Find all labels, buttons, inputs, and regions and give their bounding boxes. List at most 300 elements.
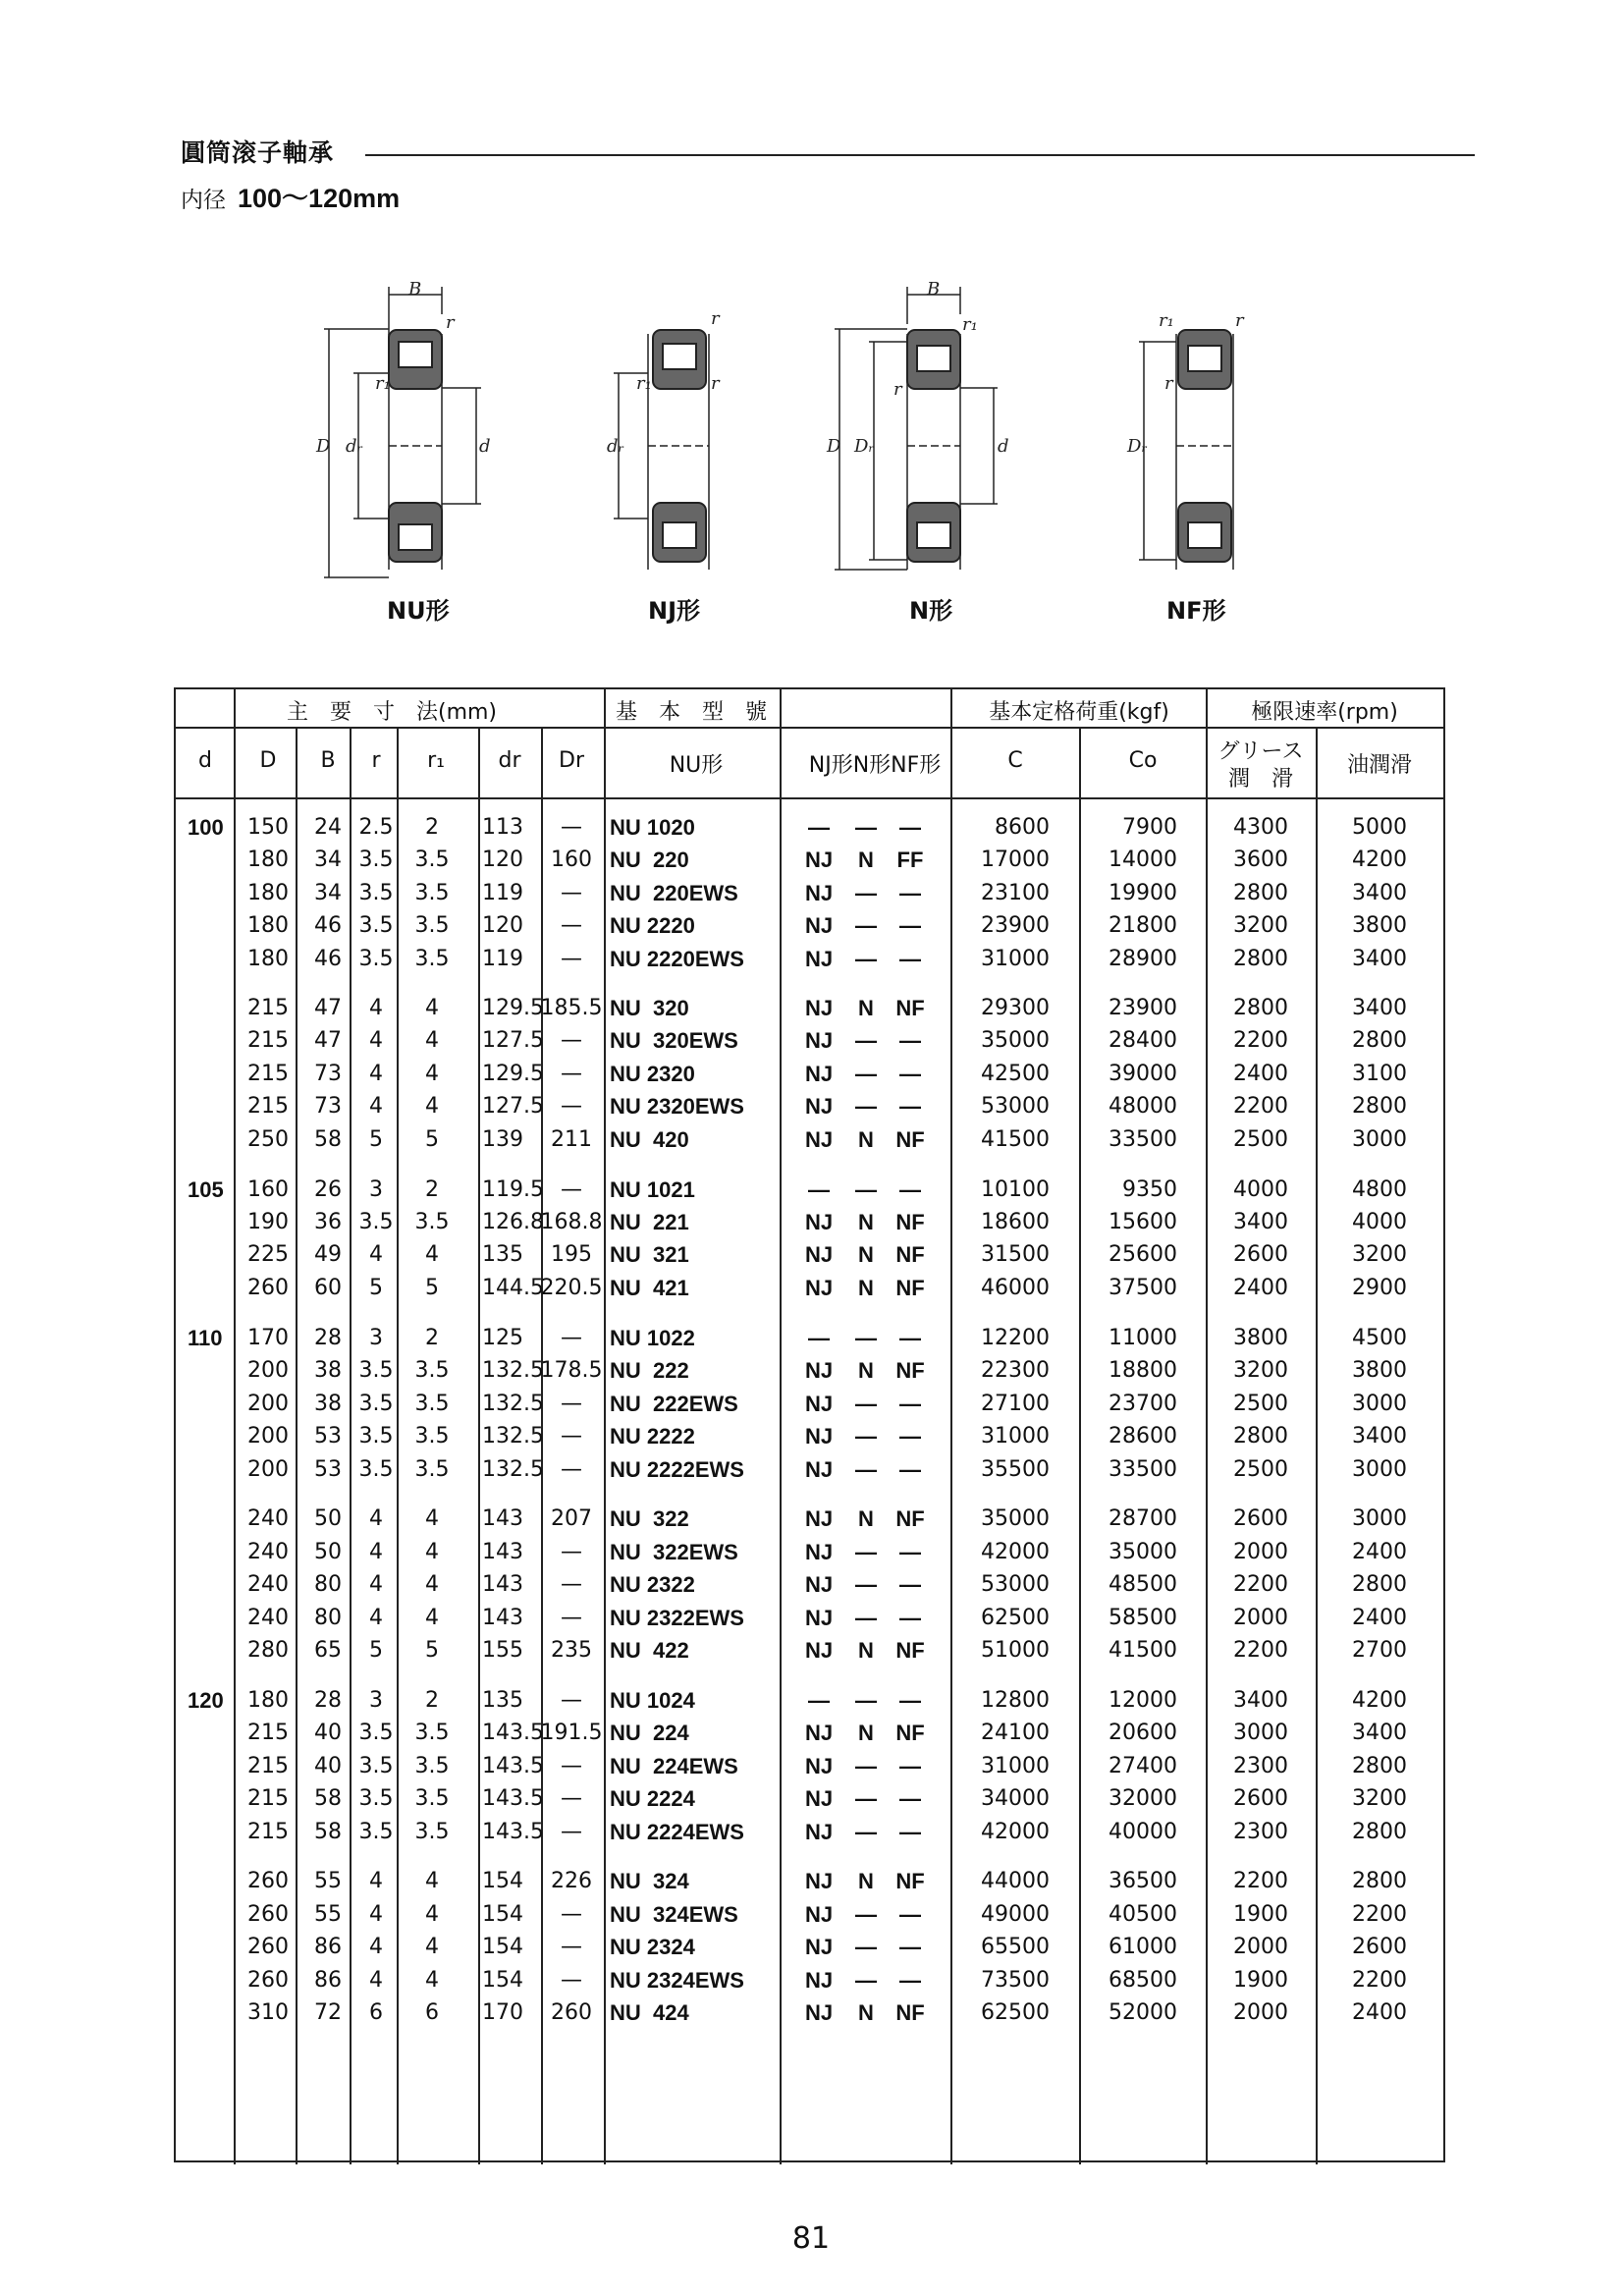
cell-c: 23900 <box>981 913 1050 938</box>
cell-nf: — <box>899 1754 921 1778</box>
cell-oil: 3000 <box>1352 1392 1407 1416</box>
cell-Dr: — <box>561 1457 582 1482</box>
cell-c: 8600 <box>995 815 1050 840</box>
header-main-dimensions: 主 要 寸 法(mm) <box>286 700 498 725</box>
cell-nf: NF <box>895 1721 925 1745</box>
cell-nf: NF <box>895 1506 925 1531</box>
cell-r: 3.5 <box>358 1786 394 1811</box>
cell-B: 55 <box>314 1902 342 1927</box>
svg-text:r₁: r₁ <box>962 314 978 335</box>
cell-grease: 2200 <box>1233 1869 1288 1893</box>
cell-co: 48500 <box>1109 1572 1177 1597</box>
cell-n: — <box>855 1094 877 1119</box>
header-rule <box>176 727 1443 729</box>
cell-r1: 4 <box>425 996 439 1020</box>
cell-dr: 119.5 <box>482 1177 544 1202</box>
cell-dr: 135 <box>482 1688 523 1713</box>
n-bearing-drawing <box>825 265 1021 589</box>
cell-D: 215 <box>247 1028 289 1053</box>
cell-grease: 3600 <box>1233 847 1288 872</box>
cell-oil: 3800 <box>1352 1358 1407 1383</box>
cell-c: 31000 <box>981 947 1050 971</box>
cell-grease: 2600 <box>1233 1786 1288 1811</box>
cell-oil: 3400 <box>1352 881 1407 905</box>
cell-Dr: 226 <box>551 1869 592 1893</box>
cell-nf: FF <box>896 847 924 872</box>
cell-nf: — <box>899 815 921 840</box>
cell-B: 28 <box>314 1688 342 1713</box>
cell-B: 40 <box>314 1754 342 1778</box>
cell-D: 240 <box>247 1506 289 1531</box>
subtitle-range: 100～120mm <box>238 184 401 213</box>
cell-r: 3.5 <box>358 881 394 905</box>
cell-r: 4 <box>369 1028 383 1053</box>
cell-nj: NJ <box>804 881 834 905</box>
cell-grease: 2600 <box>1233 1242 1288 1267</box>
cell-D: 190 <box>247 1210 289 1234</box>
cell-D: 310 <box>247 2000 289 2025</box>
cell-r1: 2 <box>425 1326 439 1350</box>
cell-Dr: — <box>561 1572 582 1597</box>
cell-r1: 4 <box>425 1968 439 1993</box>
cell-B: 80 <box>314 1606 342 1630</box>
svg-text:D: D <box>316 436 331 457</box>
cell-grease: 2300 <box>1233 1820 1288 1844</box>
column-divider <box>1206 689 1208 2164</box>
cell-dr: 143.5 <box>482 1721 544 1745</box>
cell-n: N <box>858 1358 874 1383</box>
cell-Dr: 160 <box>551 847 592 872</box>
cell-nj: NJ <box>804 1210 834 1234</box>
cell-B: 47 <box>314 1028 342 1053</box>
cell-oil: 4500 <box>1352 1326 1407 1350</box>
cell-dr: 129.5 <box>482 996 544 1020</box>
cell-n: — <box>855 1062 877 1086</box>
cell-nf: — <box>899 1094 921 1119</box>
cell-co: 33500 <box>1109 1457 1177 1482</box>
cell-c: 44000 <box>981 1869 1050 1893</box>
cell-co: 28400 <box>1109 1028 1177 1053</box>
cell-dr: 113 <box>482 815 523 840</box>
cell-dr: 144.5 <box>482 1276 544 1300</box>
cell-nj: NJ <box>804 1820 834 1844</box>
cell-nu-model: NU 324 <box>610 1869 689 1893</box>
cell-d: 105 <box>188 1177 224 1202</box>
cell-nu-model: NU 2222 <box>610 1424 695 1449</box>
nf-bearing-drawing <box>1119 265 1267 589</box>
cell-Dr: — <box>561 1754 582 1778</box>
cell-grease: 3200 <box>1233 1358 1288 1383</box>
cell-D: 280 <box>247 1638 289 1663</box>
cell-r: 3.5 <box>358 1457 394 1482</box>
cell-co: 28600 <box>1109 1424 1177 1449</box>
cell-B: 38 <box>314 1358 342 1383</box>
cell-c: 53000 <box>981 1572 1050 1597</box>
svg-text:r: r <box>711 373 720 394</box>
diagram-nf <box>1119 265 1267 589</box>
cell-c: 42000 <box>981 1820 1050 1844</box>
cell-r: 4 <box>369 1869 383 1893</box>
cell-r: 5 <box>369 1276 383 1300</box>
cell-r: 3 <box>369 1326 383 1350</box>
cell-c: 42000 <box>981 1540 1050 1564</box>
cell-r1: 4 <box>425 1540 439 1564</box>
cell-n: N <box>858 1721 874 1745</box>
cell-Dr: 235 <box>551 1638 592 1663</box>
cell-co: 52000 <box>1109 2000 1177 2025</box>
cell-grease: 4300 <box>1233 815 1288 840</box>
col-header-D: D <box>259 748 277 773</box>
cell-nf: — <box>899 1820 921 1844</box>
cell-nf: — <box>899 1968 921 1993</box>
cell-Dr: 211 <box>551 1127 592 1152</box>
cell-c: 31000 <box>981 1424 1050 1449</box>
svg-text:r: r <box>1235 310 1244 331</box>
cell-r: 3.5 <box>358 1392 394 1416</box>
cell-nj: NJ <box>804 1457 834 1482</box>
column-divider <box>1316 727 1318 2164</box>
cell-nf: NF <box>895 1127 925 1152</box>
cell-c: 41500 <box>981 1127 1050 1152</box>
cell-oil: 2800 <box>1352 1754 1407 1778</box>
cell-r: 3.5 <box>358 913 394 938</box>
cell-B: 38 <box>314 1392 342 1416</box>
cell-nj: NJ <box>804 1606 834 1630</box>
cell-dr: 127.5 <box>482 1028 544 1053</box>
cell-grease: 2800 <box>1233 947 1288 971</box>
cell-nf: — <box>899 881 921 905</box>
column-divider <box>397 727 399 2164</box>
column-divider <box>350 727 352 2164</box>
cell-nu-model: NU 220EWS <box>610 881 738 905</box>
column-divider <box>234 689 236 2164</box>
cell-co: 33500 <box>1109 1127 1177 1152</box>
cell-oil: 3400 <box>1352 1424 1407 1449</box>
cell-oil: 2400 <box>1352 1540 1407 1564</box>
cell-n: N <box>858 847 874 872</box>
cell-nu-model: NU 2224 <box>610 1786 695 1811</box>
cell-nf: — <box>899 947 921 971</box>
svg-text:D: D <box>827 436 841 457</box>
cell-grease: 2600 <box>1233 1506 1288 1531</box>
cell-co: 40000 <box>1109 1820 1177 1844</box>
diagram-nu <box>304 265 501 589</box>
cell-r: 4 <box>369 1902 383 1927</box>
bearing-spec-table <box>174 687 1445 2162</box>
cell-B: 34 <box>314 847 342 872</box>
cell-D: 250 <box>247 1127 289 1152</box>
cell-grease: 2800 <box>1233 996 1288 1020</box>
cell-r1: 3.5 <box>414 1721 450 1745</box>
cell-nu-model: NU 2220EWS <box>610 947 744 971</box>
cell-r1: 4 <box>425 1869 439 1893</box>
cell-Dr: — <box>561 947 582 971</box>
cell-dr: 143 <box>482 1540 523 1564</box>
cell-r: 4 <box>369 1242 383 1267</box>
cell-r: 3 <box>369 1177 383 1202</box>
cell-nu-model: NU 2220 <box>610 913 695 938</box>
cell-B: 40 <box>314 1721 342 1745</box>
cell-D: 180 <box>247 881 289 905</box>
cell-n: — <box>855 1688 877 1713</box>
cell-co: 21800 <box>1109 913 1177 938</box>
cell-n: — <box>855 1540 877 1564</box>
cell-n: — <box>855 1820 877 1844</box>
cell-c: 35000 <box>981 1028 1050 1053</box>
cell-dr: 154 <box>482 1902 523 1927</box>
cell-dr: 132.5 <box>482 1457 544 1482</box>
svg-text:d: d <box>479 436 491 457</box>
cell-B: 53 <box>314 1424 342 1449</box>
cell-oil: 4200 <box>1352 1688 1407 1713</box>
column-divider <box>950 689 952 2164</box>
cell-D: 200 <box>247 1392 289 1416</box>
svg-text:r₁: r₁ <box>375 373 391 394</box>
cell-r1: 3.5 <box>414 913 450 938</box>
cell-dr: 120 <box>482 913 523 938</box>
cell-r1: 3.5 <box>414 1457 450 1482</box>
cell-D: 240 <box>247 1540 289 1564</box>
diagram-nj <box>599 265 746 589</box>
cell-nu-model: NU 221 <box>610 1210 689 1234</box>
cell-B: 36 <box>314 1210 342 1234</box>
cell-n: — <box>855 881 877 905</box>
cell-nu-model: NU 2322EWS <box>610 1606 744 1630</box>
header-speed-limit: 極限速率(rpm) <box>1251 700 1398 725</box>
cell-dr: 132.5 <box>482 1392 544 1416</box>
nj-bearing-drawing <box>599 265 746 589</box>
cell-grease: 2800 <box>1233 1424 1288 1449</box>
cell-oil: 3000 <box>1352 1506 1407 1531</box>
cell-nj: NJ <box>804 1721 834 1745</box>
cell-dr: 143.5 <box>482 1754 544 1778</box>
cell-D: 225 <box>247 1242 289 1267</box>
cell-D: 260 <box>247 1276 289 1300</box>
cell-r1: 5 <box>425 1127 439 1152</box>
cell-nu-model: NU 1022 <box>610 1326 695 1350</box>
cell-nf: — <box>899 1935 921 1959</box>
cell-dr: 125 <box>482 1326 523 1350</box>
cell-nj: NJ <box>804 1276 834 1300</box>
cell-c: 42500 <box>981 1062 1050 1086</box>
cell-c: 10100 <box>981 1177 1050 1202</box>
cell-co: 14000 <box>1109 847 1177 872</box>
cell-D: 260 <box>247 1902 289 1927</box>
cell-nf: — <box>899 1688 921 1713</box>
cell-r1: 4 <box>425 1094 439 1119</box>
cell-nf: — <box>899 1392 921 1416</box>
cell-Dr: — <box>561 1326 582 1350</box>
cell-dr: 127.5 <box>482 1094 544 1119</box>
cell-grease: 1900 <box>1233 1968 1288 1993</box>
cell-B: 65 <box>314 1638 342 1663</box>
cell-nf: — <box>899 1062 921 1086</box>
cell-c: 12800 <box>981 1688 1050 1713</box>
svg-text:r₁: r₁ <box>1159 310 1174 331</box>
cell-r1: 5 <box>425 1276 439 1300</box>
diagram-label-nf: NF形 <box>1166 597 1226 625</box>
svg-text:r: r <box>711 308 720 329</box>
cell-dr: 132.5 <box>482 1358 544 1383</box>
cell-n: — <box>855 947 877 971</box>
cell-c: 12200 <box>981 1326 1050 1350</box>
cell-nj: NJ <box>804 913 834 938</box>
cell-co: 23900 <box>1109 996 1177 1020</box>
cell-grease: 2800 <box>1233 881 1288 905</box>
cell-r: 4 <box>369 1968 383 1993</box>
cell-d: 120 <box>188 1688 224 1713</box>
cell-nj: NJ <box>804 1968 834 1993</box>
cell-r1: 3.5 <box>414 947 450 971</box>
col-header-r: r <box>371 748 381 773</box>
cell-Dr: — <box>561 881 582 905</box>
cell-grease: 3000 <box>1233 1721 1288 1745</box>
cell-Dr: 168.8 <box>540 1210 603 1234</box>
cell-oil: 3200 <box>1352 1242 1407 1267</box>
cell-dr: 143 <box>482 1572 523 1597</box>
svg-text:r₁: r₁ <box>636 373 652 394</box>
svg-text:B: B <box>408 279 422 300</box>
cell-D: 180 <box>247 1688 289 1713</box>
cell-nu-model: NU 1020 <box>610 815 695 840</box>
cell-D: 200 <box>247 1457 289 1482</box>
cell-r: 3 <box>369 1688 383 1713</box>
cell-Dr: — <box>561 1062 582 1086</box>
cell-B: 26 <box>314 1177 342 1202</box>
cell-co: 32000 <box>1109 1786 1177 1811</box>
cell-nf: — <box>899 1606 921 1630</box>
cell-oil: 2800 <box>1352 1869 1407 1893</box>
cell-co: 25600 <box>1109 1242 1177 1267</box>
cell-nf: — <box>899 913 921 938</box>
cell-B: 46 <box>314 947 342 971</box>
cell-nu-model: NU 322EWS <box>610 1540 738 1564</box>
cell-c: 31500 <box>981 1242 1050 1267</box>
cell-nf: NF <box>895 1869 925 1893</box>
cell-nj: NJ <box>804 1094 834 1119</box>
cell-grease: 2500 <box>1233 1457 1288 1482</box>
cell-c: 29300 <box>981 996 1050 1020</box>
cell-co: 35000 <box>1109 1540 1177 1564</box>
svg-text:r: r <box>1164 373 1173 394</box>
cell-B: 72 <box>314 2000 342 2025</box>
cell-nu-model: NU 422 <box>610 1638 689 1663</box>
cell-nu-model: NU 2320 <box>610 1062 695 1086</box>
cell-r1: 4 <box>425 1606 439 1630</box>
cell-nu-model: NU 420 <box>610 1127 689 1152</box>
diagram-label-nu: NU形 <box>387 597 450 625</box>
cell-r1: 4 <box>425 1028 439 1053</box>
cell-n: N <box>858 1242 874 1267</box>
cell-Dr: — <box>561 1902 582 1927</box>
cell-c: 17000 <box>981 847 1050 872</box>
cell-grease: 3800 <box>1233 1326 1288 1350</box>
cell-c: 62500 <box>981 1606 1050 1630</box>
cell-r: 6 <box>369 2000 383 2025</box>
cell-B: 46 <box>314 913 342 938</box>
cell-oil: 3400 <box>1352 1721 1407 1745</box>
cell-nj: NJ <box>804 1028 834 1053</box>
column-divider <box>780 689 782 2164</box>
cell-r1: 3.5 <box>414 1358 450 1383</box>
cell-r1: 4 <box>425 1062 439 1086</box>
cell-c: 27100 <box>981 1392 1050 1416</box>
cell-r: 4 <box>369 1935 383 1959</box>
cell-dr: 155 <box>482 1638 523 1663</box>
cell-nu-model: NU 324EWS <box>610 1902 738 1927</box>
cell-B: 73 <box>314 1062 342 1086</box>
cell-D: 160 <box>247 1177 289 1202</box>
cell-Dr: 220.5 <box>540 1276 603 1300</box>
cell-n: — <box>855 1457 877 1482</box>
cell-B: 60 <box>314 1276 342 1300</box>
cell-c: 49000 <box>981 1902 1050 1927</box>
cell-oil: 4800 <box>1352 1177 1407 1202</box>
cell-dr: 154 <box>482 1869 523 1893</box>
cell-n: — <box>855 1326 877 1350</box>
cell-nu-model: NU 2222EWS <box>610 1457 744 1482</box>
cell-r1: 3.5 <box>414 1820 450 1844</box>
cell-oil: 2200 <box>1352 1902 1407 1927</box>
cell-nj: NJ <box>804 1869 834 1893</box>
cell-nj: NJ <box>804 1242 834 1267</box>
cell-grease: 2200 <box>1233 1094 1288 1119</box>
cell-D: 240 <box>247 1572 289 1597</box>
cell-Dr: — <box>561 1424 582 1449</box>
cell-Dr: 207 <box>551 1506 592 1531</box>
svg-text:B: B <box>927 279 941 300</box>
cell-co: 23700 <box>1109 1392 1177 1416</box>
cell-B: 49 <box>314 1242 342 1267</box>
cell-grease: 2200 <box>1233 1638 1288 1663</box>
cell-r: 3.5 <box>358 1754 394 1778</box>
cell-grease: 2400 <box>1233 1062 1288 1086</box>
cell-r: 4 <box>369 1606 383 1630</box>
cell-n: N <box>858 2000 874 2025</box>
cell-co: 11000 <box>1109 1326 1177 1350</box>
cell-r: 3.5 <box>358 947 394 971</box>
diagram-label-n: N形 <box>909 597 953 625</box>
cell-n: — <box>855 1028 877 1053</box>
cell-r1: 4 <box>425 1242 439 1267</box>
cell-nu-model: NU 424 <box>610 2000 689 2025</box>
cell-nf: NF <box>895 1210 925 1234</box>
cell-dr: 154 <box>482 1935 523 1959</box>
cell-co: 48000 <box>1109 1094 1177 1119</box>
cell-dr: 139 <box>482 1127 523 1152</box>
cell-nj: NJ <box>804 1638 834 1663</box>
col-header-nj-n-nf: NJ形N形NF形 <box>808 753 942 778</box>
header-basic-model: 基 本 型 號 <box>615 700 768 725</box>
cell-B: 86 <box>314 1935 342 1959</box>
cell-nu-model: NU 2224EWS <box>610 1820 744 1844</box>
cell-oil: 2900 <box>1352 1276 1407 1300</box>
cell-dr: 129.5 <box>482 1062 544 1086</box>
cell-nj: NJ <box>804 1902 834 1927</box>
cell-nj: NJ <box>804 1754 834 1778</box>
cell-r: 4 <box>369 1062 383 1086</box>
cell-dr: 119 <box>482 947 523 971</box>
cell-r: 3.5 <box>358 1820 394 1844</box>
cell-c: 31000 <box>981 1754 1050 1778</box>
cell-oil: 3100 <box>1352 1062 1407 1086</box>
cell-oil: 2800 <box>1352 1572 1407 1597</box>
cell-D: 180 <box>247 913 289 938</box>
cell-nj: — <box>808 1177 830 1202</box>
cell-Dr: — <box>561 913 582 938</box>
cell-oil: 2800 <box>1352 1820 1407 1844</box>
cell-r1: 2 <box>425 1688 439 1713</box>
